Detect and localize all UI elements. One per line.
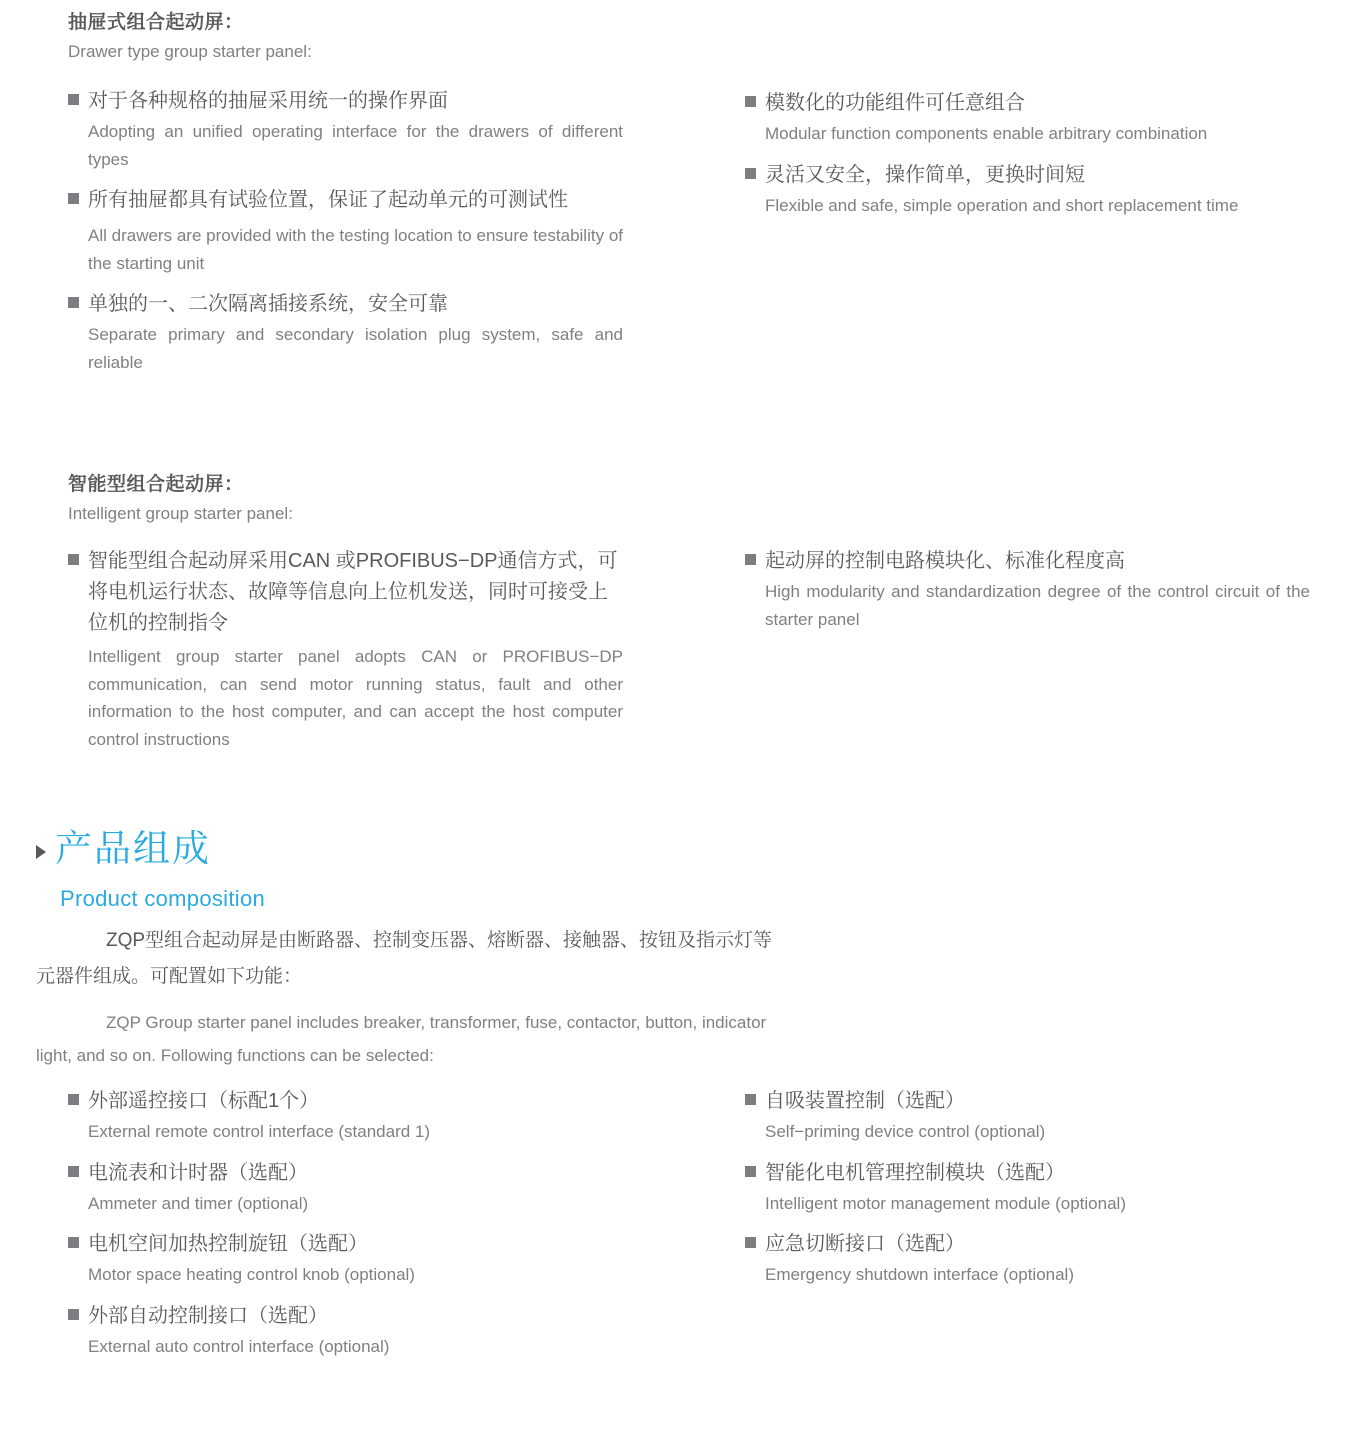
- square-bullet-icon: [68, 1094, 79, 1105]
- section-title-cn: 智能型组合起动屏：: [68, 474, 244, 495]
- list-item: [745, 160, 1305, 191]
- list-item: [68, 546, 638, 639]
- intro-paragraph-cn-line1: [68, 925, 1098, 958]
- list-item-label-en: External remote control interface (standard 1): [88, 1122, 431, 1141]
- list-item-label-en: High modularity and standardization degree of the control circuit of the starter panel: [765, 582, 1310, 629]
- list-item: [68, 289, 638, 320]
- list-item-label-cn: 外部遥控接口（标配1个）: [88, 1090, 320, 1112]
- list-item: [745, 546, 1305, 577]
- square-bullet-icon: [68, 1166, 79, 1177]
- square-bullet-icon: [745, 554, 756, 565]
- list-item-label-en: Flexible and safe, simple operation and short replacement time: [765, 195, 1239, 215]
- square-bullet-icon: [68, 94, 79, 105]
- list-item-label-cn: 所有抽屉都具有试验位置，保证了起动单元的可测试性: [88, 189, 568, 212]
- square-bullet-icon: [745, 1166, 756, 1177]
- list-item-label-en: Intelligent group starter panel adopts CAN or PROFIBUS−DP communication, can send motor running status, fault and other information to the host computer, and can accept the host computer control instructions: [88, 647, 623, 749]
- list-item-label-cn: 自吸装置控制（选配）: [765, 1090, 965, 1112]
- list-item-label-cn: 起动屏的控制电路模块化、标准化程度高: [765, 550, 1125, 572]
- square-bullet-icon: [745, 168, 756, 179]
- list-item-label-cn: 外部自动控制接口（选配）: [88, 1304, 328, 1327]
- list-item-label-en: External auto control interface (optional): [88, 1336, 390, 1356]
- list-item-label-cn: 单独的一、二次隔离插接系统，安全可靠: [88, 293, 448, 316]
- page-subtitle: Product composition: [60, 886, 266, 911]
- list-item-label-en: Adopting an unified operating interface for the drawers of different types: [88, 122, 623, 169]
- page-title: 产品组成: [55, 828, 211, 869]
- list-item: [68, 86, 638, 117]
- square-bullet-icon: [68, 554, 79, 565]
- intro-paragraph-cn-text: ZQP型组合起动屏是由断路器、控制变压器、熔断器、接触器、按钮及指示灯等: [106, 930, 773, 951]
- list-item-label-en: Intelligent motor management module (optional): [765, 1193, 1126, 1213]
- section-intelligent-left: [68, 472, 638, 753]
- square-bullet-icon: [745, 1237, 756, 1248]
- section-title-cn: 抽屉式组合起动屏：: [68, 12, 244, 33]
- square-bullet-icon: [68, 1309, 79, 1320]
- list-item-label-en: Emergency shutdown interface (optional): [765, 1265, 1074, 1285]
- list-item: [745, 88, 1305, 119]
- list-item: [745, 1229, 1305, 1260]
- intro-paragraph-cn-line2: 元器件组成。可配置如下功能：: [36, 966, 303, 987]
- list-item-label-en: Ammeter and timer (optional): [88, 1193, 309, 1213]
- list-item-label-cn: 应急切断接口（选配）: [765, 1233, 965, 1256]
- list-item: [68, 1158, 668, 1189]
- list-item: [68, 185, 638, 216]
- square-bullet-icon: [68, 1237, 79, 1248]
- intro-paragraph-en-line1: [68, 1008, 1098, 1037]
- section-title-en: Intelligent group starter panel:: [68, 503, 293, 523]
- triangle-marker-icon: [36, 845, 46, 859]
- square-bullet-icon: [745, 96, 756, 107]
- list-item-label-cn: 电机空间加热控制旋钮（选配）: [88, 1233, 368, 1256]
- list-item: [745, 1158, 1305, 1189]
- list-item-label-en: Separate primary and secondary isolation plug system, safe and reliable: [88, 325, 623, 372]
- intro-paragraph-en-line2: light, and so on. Following functions can be selected:: [36, 1046, 434, 1065]
- list-item-label-cn: 灵活又安全，操作简单，更换时间短: [765, 163, 1085, 186]
- section-drawer-left: [68, 10, 638, 376]
- list-item-label-en: Modular function components enable arbitrary combination: [765, 124, 1208, 143]
- list-item: [745, 1086, 1305, 1117]
- intro-paragraph-en-text: ZQP Group starter panel includes breaker, transformer, fuse, contactor, button, indicator: [106, 1013, 767, 1032]
- list-item-label-en: Motor space heating control knob (optional): [88, 1265, 415, 1285]
- section-intelligent-right: [745, 546, 1310, 633]
- list-item-label-cn: 智能型组合起动屏采用CAN 或PROFIBUS−DP通信方式，可将电机运行状态、故障等信息向上位机发送，同时可接受上位机的控制指令: [88, 550, 618, 635]
- list-item: [68, 1086, 668, 1117]
- square-bullet-icon: [68, 297, 79, 308]
- list-item-label-en: All drawers are provided with the testing location to ensure testability of the starting unit: [88, 226, 623, 273]
- list-item-label-cn: 智能化电机管理控制模块（选配）: [765, 1161, 1065, 1184]
- list-item-label-cn: 对于各种规格的抽屉采用统一的操作界面: [88, 90, 448, 113]
- list-item: [68, 1301, 668, 1332]
- product-features-right: [745, 1086, 1305, 1289]
- list-item-label-cn: 电流表和计时器（选配）: [88, 1161, 308, 1184]
- section-title-en: Drawer type group starter panel:: [68, 41, 312, 61]
- product-composition-heading: [36, 828, 211, 871]
- list-item-label-en: Self−priming device control (optional): [765, 1122, 1046, 1141]
- list-item-label-cn: 模数化的功能组件可任意组合: [765, 92, 1025, 114]
- list-item: [68, 1229, 668, 1260]
- section-drawer-right: [745, 88, 1305, 219]
- product-features-left: [68, 1086, 668, 1360]
- square-bullet-icon: [745, 1094, 756, 1105]
